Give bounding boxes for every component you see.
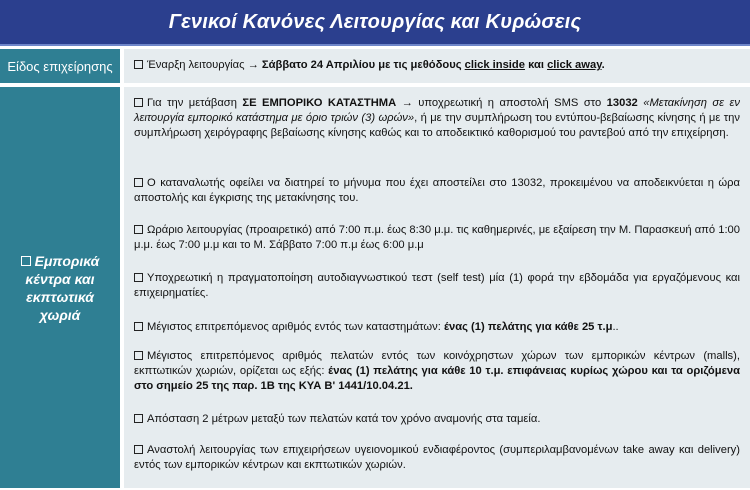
rule-opening-hours: Ωράριο λειτουργίας (προαιρετικό) από 7:00 π.μ. έως 8:30 μ.μ. τις καθημερινές, με εξαίρεση την Μ. Παρασκευή από 1:00 μ.μ. έως 7:00 μ.μ και το Μ. Σάββατο 7:00 π.μ έως 6:00 μ.μ <box>134 224 740 251</box>
click-inside-link[interactable]: click inside <box>464 59 525 71</box>
rule-sms-transfer: Για την μετάβαση ΣΕ ΕΜΠΟΡΙΚΟ ΚΑΤΑΣΤΗΜΑ → υποχρεωτική η αποστολή SMS στο 13032 «Μετακίνηση σε εν λειτουργία εμπορικό κατάστημα με όριο τριών (3) ωρών», ή με την συμπλήρωση του εντύπου-βεβαίωσης κίνησης ή με την συμπλήρωση χειρόγραφης βεβαίωσης κίνησης καθώς και το αποδεικτικό καθορισμού του ραντεβού από την επιχείρηση. <box>134 97 740 139</box>
checkbox-icon <box>134 178 143 187</box>
checkbox-icon <box>134 273 143 282</box>
rule-suspension: Αναστολή λειτουργίας των επιχειρήσεων υγειονομικού ενδιαφέροντος (συμπεριλαμβανομένων take away και delivery) εντός των εμπορικών κέντρων και εκπτωτικών χωριών. <box>134 444 740 471</box>
title-bar <box>0 0 750 46</box>
checkbox-icon <box>134 98 143 107</box>
rule-self-test: Υποχρεωτική η πραγματοποίηση αυτοδιαγνωστικού τεστ (self test) μία (1) φορά την εβδομάδα για εργαζόμενους και επιχειρηματίες. <box>134 272 740 299</box>
business-type-label-cell <box>0 49 120 83</box>
rule-max-mall-customers: Μέγιστος επιτρεπόμενος αριθμός πελατών εντός των κοινόχρηστων χώρων των εμπορικών κέντρων (malls), εκπτωτικών χωριών, ορίζεται ως εξής: ένας (1) πελάτης για κάθε 10 τ.μ. επιφάνειας κυρίως χώρου και τα οριζόμενα στο σημείο 25 της παρ. 1Β της ΚΥΑ Β' 1441/10.04.21. <box>134 350 741 392</box>
rule-keep-message: Ο καταναλωτής οφείλει να διατηρεί το μήνυμα που έχει αποστείλει στο 13032, προκειμένου να αποδεικνύεται η ώρα αποστολής και έγκρισης της μετακίνησης του. <box>134 177 740 204</box>
checkbox-icon <box>134 322 143 331</box>
checkbox-icon <box>21 256 31 266</box>
category-label-cell <box>0 87 120 488</box>
checkbox-icon <box>134 414 143 423</box>
checkbox-icon <box>134 351 143 360</box>
business-type-value-cell <box>124 49 750 83</box>
rules-panel <box>124 87 750 488</box>
checkbox-icon <box>134 225 143 234</box>
rule-max-store-customers: Μέγιστος επιτρεπόμενος αριθμός εντός των καταστημάτων: ένας (1) πελάτης για κάθε 25 τ.μ.. <box>134 320 740 335</box>
checkbox-icon <box>134 445 143 454</box>
business-type-label: Είδος επιχείρησης <box>7 58 113 74</box>
checkbox-icon <box>134 60 143 69</box>
rule-distance: Απόσταση 2 μέτρων μεταξύ των πελατών κατά τον χρόνο αναμονής στα ταμεία. <box>134 412 740 427</box>
click-away-link[interactable]: click away <box>547 59 602 71</box>
opening-rule: Έναρξη λειτουργίας → Σάββατο 24 Απριλίου με τις μεθόδους click inside και click away. <box>134 58 740 73</box>
category-label: Εμπορικά κέντρα και εκπτωτικά χωριά <box>21 252 100 324</box>
page-title: Γενικοί Κανόνες Λειτουργίας και Κυρώσεις <box>168 10 582 33</box>
